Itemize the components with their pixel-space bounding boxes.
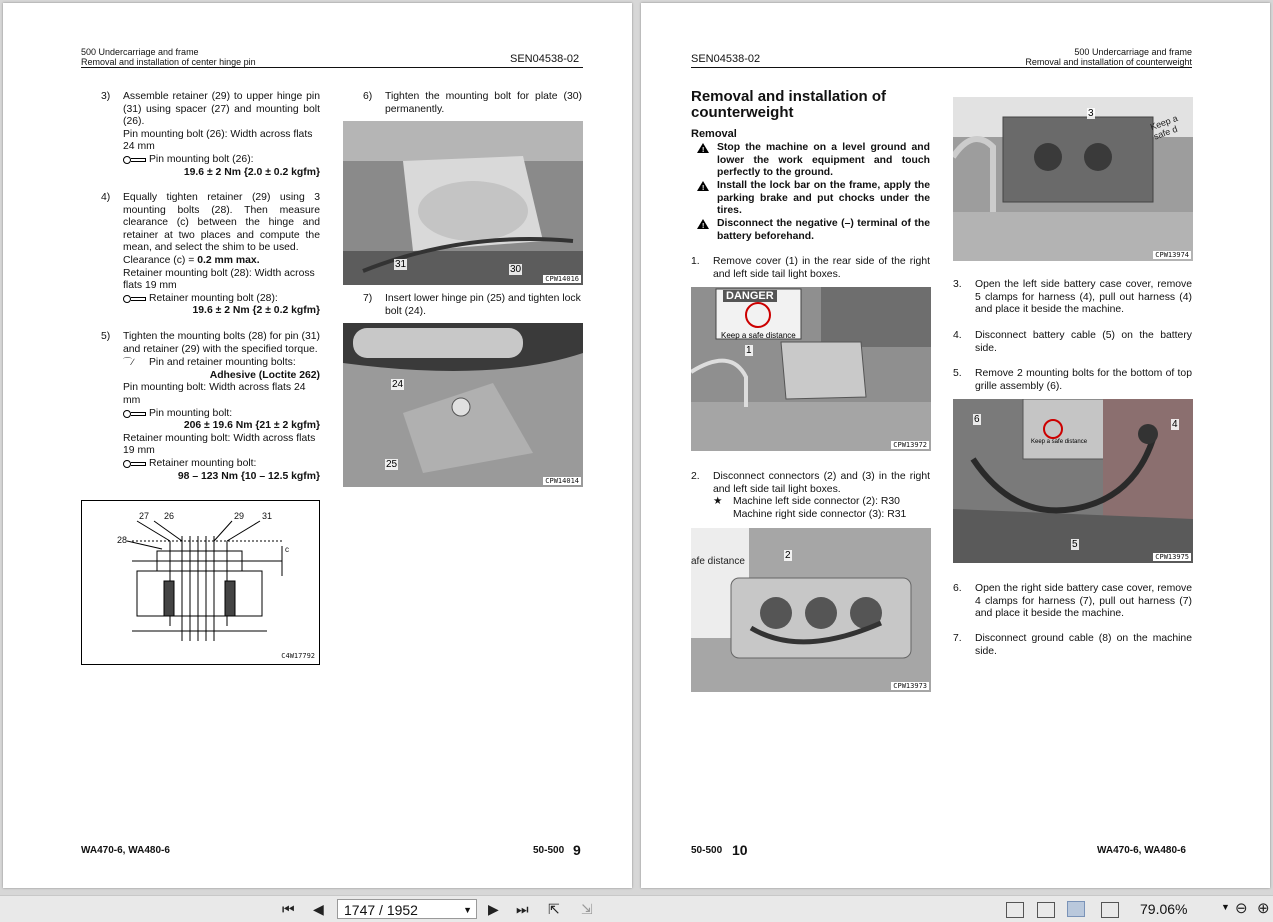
step-text: Tighten the mounting bolts (28) for pin (31) and retainer (29) with the specified torque. [123,331,320,355]
adhesive-label: Pin and retainer mounting bolts: [149,357,296,369]
footer-page-number: 9 [573,842,581,858]
header-code: SEN04538-02 [691,53,761,65]
photo-code: CPW13972 [893,441,927,449]
torque-wrench-icon [123,409,145,417]
torque-value: 206 ± 19.6 Nm {21 ± 2 kgfm} [183,420,320,432]
step-number: 5) [101,331,111,342]
step-number: 6. [953,583,962,594]
step-number: 1. [691,256,700,267]
step-text: Open the right side battery case cover, remove 4 clamps for harness (7), pull out harness (7) and place it beside the machine. [975,583,1192,620]
step-number: 5. [953,368,962,379]
step-detail: Pin mounting bolt (26): Width across flats 24 mm [123,128,313,153]
next-page-button[interactable]: ▶ [488,901,499,917]
step-number: 6) [363,91,373,102]
step-detail: Pin mounting bolt: Width across flats 24 mm [123,382,306,406]
step-number: 4) [101,192,111,203]
page-right [641,3,1270,888]
diagram-label: 31 [262,511,273,521]
photo-callout: 24 [392,379,404,390]
last-page-button[interactable]: ⏭ [516,901,529,917]
sign-text: Keep a safe d [1148,113,1180,142]
first-page-button[interactable]: ⏮ [282,901,295,917]
page-indicator: 1747 / 1952 [344,902,418,918]
photo-connector-left [691,528,931,692]
step-text: Disconnect connectors (2) and (3) in the right and left side tail light boxes. [713,471,930,495]
step-text: Insert lower hinge pin (25) and tighten lock bolt (24). [385,293,581,317]
header-section: 500 Undercarriage and frame [81,47,199,57]
photo-callout: 30 [510,264,522,275]
warning-text: Disconnect the negative (–) terminal of the battery beforehand. [717,218,930,242]
diagram-label: 27 [139,511,150,521]
torque-label: Pin mounting bolt: [149,407,233,419]
zoom-dropdown-icon[interactable]: ▼ [1221,902,1230,912]
footer-section: 50-500 [533,845,565,856]
danger-label: DANGER [723,290,777,302]
header-rule [691,67,1192,68]
hinge-diagram [81,500,320,665]
torque-label: Retainer mounting bolt: [149,457,257,469]
photo-connector-right [953,97,1193,261]
facing-pages-view-icon[interactable] [1068,902,1084,916]
photo-code: CPW13974 [1155,251,1189,259]
footer-section: 50-500 [691,845,723,856]
warning-text: Install the lock bar on the frame, apply the parking brake and put chocks under the tires. [717,180,930,217]
step-text: Remove cover (1) in the rear side of the right and left side tail light boxes. [713,256,930,280]
photo-callout: 25 [386,459,398,470]
step-text: Assemble retainer (29) to upper hinge pin (31) using spacer (27) and mounting bolt (26). [123,91,320,128]
photo-callout: 3 [1088,108,1094,119]
diagram-code: C4W17792 [281,652,315,660]
header-section: 500 Undercarriage and frame [1074,47,1192,57]
page-left [3,3,632,888]
step-text: Disconnect battery cable (5) on the battery side. [975,330,1192,354]
photo-battery-case [953,399,1193,563]
step-note: Machine right side connector (3): R31 [733,508,907,520]
step-number: 2. [691,471,700,482]
photo-callout: 2 [785,550,791,561]
footer-page-number: 10 [732,842,748,858]
torque-label: Retainer mounting bolt (28): [149,292,278,304]
page-number-input[interactable] [337,899,477,919]
photo-code: CPW14014 [545,477,579,485]
clearance-label: Clearance (c) = [123,254,198,266]
step-number: 7. [953,633,962,644]
photo-code: CPW13975 [1155,553,1189,561]
footer-model: WA470-6, WA480-6 [81,845,170,856]
header-rule [81,67,583,68]
step-detail: Retainer mounting bolt: Width across flats 19 mm [123,432,316,457]
torque-wrench-icon [123,294,145,302]
continuous-view-icon[interactable] [1037,902,1055,918]
sign-text: afe distance [691,556,745,567]
photo-callout: 4 [1172,419,1178,430]
sign-text: Keep a safe distance [1031,439,1088,445]
warning-icon: ! [697,219,709,229]
step-text: Tighten the mounting bolt for plate (30) permanently. [385,91,582,115]
step-text: Open the left side battery case cover, remove 5 clamps for harness (4), pull out harness (4) and place it beside the machine. [975,279,1192,316]
zoom-in-icon[interactable]: ⊕ [1257,900,1270,917]
section-title-line1: Removal and installation of [691,88,887,105]
viewer-toolbar [0,895,1273,922]
warning-icon: ! [697,143,709,153]
continuous-facing-view-icon[interactable] [1101,902,1119,918]
diagram-label: c [285,545,289,554]
diagram-label: 28 [117,535,128,545]
header-subtitle: Removal and installation of center hinge pin [81,57,256,67]
step-text: Disconnect ground cable (8) on the machine side. [975,633,1192,657]
header-subtitle: Removal and installation of counterweight [1025,57,1192,67]
section-title-line2: counterweight [691,104,794,121]
photo-callout: 31 [395,259,407,270]
adhesive-icon: ⌒∕ [123,357,134,368]
go-back-view-icon[interactable]: ⇱ [548,901,560,917]
photo-callout: 5 [1072,539,1078,550]
header-code: SEN04538-02 [510,53,580,65]
chevron-down-icon[interactable]: ▼ [463,905,472,915]
torque-value: 98 – 123 Nm {10 – 12.5 kgfm} [177,470,320,482]
warning-icon: ! [697,181,709,191]
clearance-value: 0.2 mm max. [197,254,260,266]
photo-code: CPW13973 [893,682,927,690]
torque-wrench-icon [123,459,145,467]
previous-page-button[interactable]: ◀ [313,901,324,917]
single-page-view-icon[interactable] [1006,902,1024,918]
zoom-level[interactable]: 79.06% [1140,901,1188,917]
photo-callout: 6 [974,414,980,425]
step-note: Machine left side connector (2): R30 [733,496,900,508]
step-number: 3. [953,279,962,290]
sign-text: Keep a safe distance [721,331,796,340]
subsection-title: Removal [691,128,737,140]
footer-model: WA470-6, WA480-6 [1097,845,1186,856]
torque-value: 19.6 ± 2 Nm {2 ± 0.2 kgfm} [192,305,320,317]
photo-hinge-plate [343,121,583,285]
torque-label: Pin mounting bolt (26): [149,153,254,165]
step-text: Equally tighten retainer (29) using 3 mounting bolts (28). Then measure clearance (c) between the hinge and retainer at two places and compute the mean, and select the shim to be used. [123,192,320,254]
zoom-out-icon[interactable]: ⊖ [1235,900,1248,917]
torque-wrench-icon [123,155,145,163]
diagram-label: 26 [164,511,175,521]
photo-code: CPW14016 [545,275,579,283]
step-number: 4. [953,330,962,341]
step-detail: Retainer mounting bolt (28): Width across flats 19 mm [123,267,315,292]
star-icon: ★ [713,496,723,508]
step-number: 3) [101,91,111,102]
adhesive-value: Adhesive (Loctite 262) [209,369,320,381]
photo-callout: 1 [746,345,752,356]
go-forward-view-icon[interactable]: ⇲ [581,901,593,917]
photo-tail-light-cover [691,287,931,451]
step-text: Remove 2 mounting bolts for the bottom of top grille assembly (6). [975,368,1192,392]
diagram-label: 29 [234,511,245,521]
torque-value: 19.6 ± 2 Nm {2.0 ± 0.2 kgfm} [183,166,320,178]
step-number: 7) [363,293,373,304]
warning-text: Stop the machine on a level ground and lower the work equipment and touch perfectly to the ground. [717,142,930,179]
photo-lower-hinge-pin [343,323,583,487]
